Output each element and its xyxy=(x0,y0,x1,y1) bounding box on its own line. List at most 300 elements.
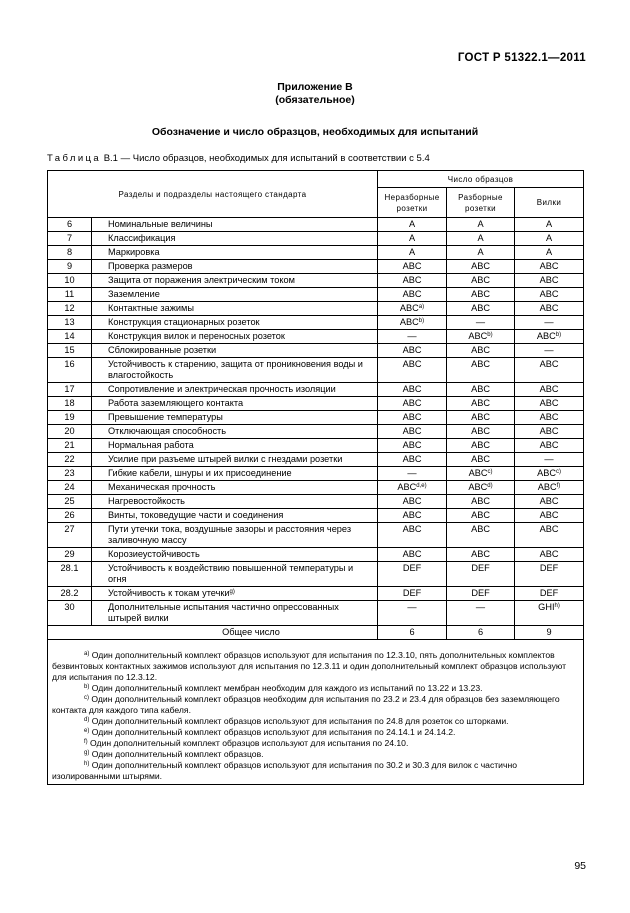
table-row xyxy=(48,218,584,232)
section-name: Усилие при разъеме штырей вилки с гнездами розетки xyxy=(108,454,343,464)
plugs-value: A xyxy=(545,247,553,257)
row-section-number xyxy=(48,481,92,495)
section-name: Устойчивость к токам утечки xyxy=(108,588,230,598)
row-plugs-value xyxy=(515,260,584,274)
row-plugs-value xyxy=(515,246,584,260)
plugs-value: ABC xyxy=(539,496,559,506)
section-number: 8 xyxy=(66,247,73,257)
rewirable-value: ABC xyxy=(471,524,490,534)
section-name: Сопротивление и электрическая прочность изоляции xyxy=(108,384,336,394)
nonrewirable-value: ABC xyxy=(399,303,419,313)
nonrewirable-value: A xyxy=(408,233,416,243)
section-number: 10 xyxy=(64,275,75,285)
row-section-number xyxy=(48,562,92,587)
row-rewirable-value xyxy=(447,218,515,232)
annex-title: Приложение В xyxy=(277,81,353,93)
row-plugs-value xyxy=(515,288,584,302)
footnote xyxy=(52,760,579,782)
row-rewirable-value xyxy=(447,246,515,260)
row-section-name xyxy=(92,246,378,260)
rewirable-value: A xyxy=(477,233,484,243)
row-section-number xyxy=(48,587,92,601)
row-nonrewirable-value xyxy=(378,397,447,411)
row-section-name xyxy=(92,330,378,344)
plugs-value: DEF xyxy=(539,563,559,573)
section-number: 17 xyxy=(64,384,75,394)
plugs-value: ABC xyxy=(539,261,559,271)
section-number: 20 xyxy=(64,426,75,436)
samples-table xyxy=(47,170,584,785)
table-row xyxy=(48,260,584,274)
plugs-value: A xyxy=(545,219,553,229)
table-row xyxy=(48,453,584,467)
footnote xyxy=(52,716,579,727)
row-nonrewirable-value xyxy=(378,467,447,481)
row-section-number xyxy=(48,467,92,481)
row-nonrewirable-value xyxy=(378,523,447,548)
total-count: 6 xyxy=(477,627,484,637)
row-nonrewirable-value xyxy=(378,601,447,626)
footnote-text: Один дополнительный комплект образцов необходим для испытания по 23.2 и 23.4 для образцов без заземляющего контакта для каждого типа кабеля. xyxy=(52,694,560,715)
footnote xyxy=(52,727,579,738)
rewirable-value: — xyxy=(475,317,486,327)
section-name: Сблокированные розетки xyxy=(108,345,217,355)
row-nonrewirable-value xyxy=(378,453,447,467)
plugs-value: ABC xyxy=(539,303,559,313)
row-plugs-value xyxy=(515,453,584,467)
total-count: 9 xyxy=(546,627,552,637)
row-section-number xyxy=(48,246,92,260)
row-rewirable-value xyxy=(447,562,515,587)
table-row xyxy=(48,411,584,425)
section-number: 21 xyxy=(64,440,75,450)
table-row xyxy=(48,302,584,316)
section-name: Превышение температуры xyxy=(108,412,223,422)
footnote-ref: b) xyxy=(487,332,493,338)
row-plugs-value xyxy=(515,344,584,358)
row-section-name xyxy=(92,302,378,316)
footnote-ref: a) xyxy=(418,304,425,310)
row-section-name xyxy=(92,411,378,425)
table-row xyxy=(48,316,584,330)
footnote-ref: d) xyxy=(84,717,90,723)
footnote-ref: f) xyxy=(556,483,561,489)
row-section-name xyxy=(92,358,378,383)
table-header-row xyxy=(48,171,584,188)
plugs-value: ABC xyxy=(539,440,559,450)
total-value xyxy=(447,626,515,640)
nonrewirable-value: ABC xyxy=(397,482,417,492)
footnote-ref: b) xyxy=(84,684,90,690)
table-row xyxy=(48,523,584,548)
row-rewirable-value xyxy=(447,383,515,397)
row-nonrewirable-value xyxy=(378,587,447,601)
row-section-number xyxy=(48,232,92,246)
row-section-number xyxy=(48,316,92,330)
rewirable-value: ABC xyxy=(471,275,490,285)
section-number: 25 xyxy=(64,496,75,506)
row-plugs-value xyxy=(515,302,584,316)
table-row xyxy=(48,467,584,481)
row-plugs-value xyxy=(515,548,584,562)
section-number: 6 xyxy=(66,219,73,229)
section-number: 23 xyxy=(64,468,75,478)
row-rewirable-value xyxy=(447,260,515,274)
footnote-ref: h) xyxy=(84,761,90,767)
footnote-ref: f) xyxy=(84,739,88,745)
footnote-ref: c) xyxy=(555,469,561,475)
section-number: 28.1 xyxy=(60,563,79,573)
row-section-name xyxy=(92,548,378,562)
row-nonrewirable-value xyxy=(378,495,447,509)
table-row xyxy=(48,274,584,288)
row-plugs-value xyxy=(515,562,584,587)
section-name: Конструкция вилок и переносных розеток xyxy=(108,331,285,341)
footnote-text: Один дополнительный комплект образцов используют для испытания по 24.8 для розеток со шторками. xyxy=(89,716,509,726)
section-name: Дополнительные испытания частично опрессованных штырей вилки xyxy=(108,602,339,623)
footnote xyxy=(52,749,579,760)
row-rewirable-value xyxy=(447,358,515,383)
row-nonrewirable-value xyxy=(378,425,447,439)
row-rewirable-value xyxy=(447,397,515,411)
nonrewirable-value: ABC xyxy=(402,549,422,559)
row-section-number xyxy=(48,411,92,425)
plugs-value: ABC xyxy=(539,524,559,534)
row-nonrewirable-value xyxy=(378,218,447,232)
rewirable-value: ABC xyxy=(468,482,488,492)
header-samples: Число образцов xyxy=(378,171,584,188)
footnote-ref: d) xyxy=(487,483,493,489)
row-nonrewirable-value xyxy=(378,232,447,246)
plugs-value: ABC xyxy=(539,549,559,559)
total-label-text: Общее число xyxy=(222,627,280,637)
nonrewirable-value: — xyxy=(407,331,417,341)
rewirable-value: ABC xyxy=(471,549,490,559)
row-section-name xyxy=(92,453,378,467)
row-rewirable-value xyxy=(447,523,515,548)
table-row xyxy=(48,232,584,246)
footnote-ref: e) xyxy=(84,728,90,734)
row-plugs-value xyxy=(515,397,584,411)
plugs-value: ABC xyxy=(537,468,556,478)
nonrewirable-value: DEF xyxy=(402,563,422,573)
nonrewirable-value: ABC xyxy=(402,345,422,355)
rewirable-value: — xyxy=(475,602,486,612)
footnote-ref: g) xyxy=(229,589,235,595)
row-rewirable-value xyxy=(447,425,515,439)
section-number: 28.2 xyxy=(60,588,79,598)
section-name: Нормальная работа xyxy=(108,440,194,450)
plugs-value: ABC xyxy=(539,412,559,422)
row-section-number xyxy=(48,397,92,411)
plugs-value: — xyxy=(544,454,554,464)
row-plugs-value xyxy=(515,425,584,439)
row-plugs-value xyxy=(515,274,584,288)
table-notes xyxy=(48,640,584,785)
rewirable-value: DEF xyxy=(471,563,490,573)
section-number: 11 xyxy=(64,289,75,299)
rewirable-value: ABC xyxy=(468,331,488,341)
footnote-ref: h) xyxy=(554,603,560,609)
nonrewirable-value: A xyxy=(408,219,416,229)
row-nonrewirable-value xyxy=(378,260,447,274)
footnote-ref: g) xyxy=(84,750,90,756)
nonrewirable-value: ABC xyxy=(399,317,419,327)
table-row xyxy=(48,439,584,453)
row-section-number xyxy=(48,358,92,383)
footnote-ref: c) xyxy=(487,469,493,475)
total-value xyxy=(515,626,584,640)
section-name: Нагревостойкость xyxy=(108,496,185,506)
section-number: 16 xyxy=(64,359,75,369)
row-section-number xyxy=(48,218,92,232)
row-nonrewirable-value xyxy=(378,344,447,358)
nonrewirable-value: ABC xyxy=(402,454,422,464)
section-number: 12 xyxy=(64,303,75,313)
row-plugs-value xyxy=(515,232,584,246)
row-nonrewirable-value xyxy=(378,509,447,523)
row-nonrewirable-value xyxy=(378,330,447,344)
row-rewirable-value xyxy=(447,344,515,358)
plugs-value: ABC xyxy=(537,482,557,492)
row-section-name xyxy=(92,260,378,274)
row-plugs-value xyxy=(515,439,584,453)
row-section-name xyxy=(92,425,378,439)
section-number: 26 xyxy=(64,510,75,520)
plugs-value: ABC xyxy=(539,426,559,436)
nonrewirable-value: ABC xyxy=(402,496,422,506)
table-caption-label: Таблица xyxy=(47,153,102,164)
table-row xyxy=(48,358,584,383)
footnote-text: Один дополнительный комплект образцов используют для испытания по 30.2 и 30.3 для вилок с частично изолированными штырями. xyxy=(52,760,517,781)
row-rewirable-value xyxy=(447,601,515,626)
row-nonrewirable-value xyxy=(378,548,447,562)
row-section-number xyxy=(48,330,92,344)
row-section-name xyxy=(92,523,378,548)
row-section-name xyxy=(92,397,378,411)
row-rewirable-value xyxy=(447,587,515,601)
nonrewirable-value: ABC xyxy=(402,524,422,534)
nonrewirable-value: A xyxy=(408,247,416,257)
row-section-name xyxy=(92,344,378,358)
row-section-number xyxy=(48,425,92,439)
footnote-ref: a) xyxy=(84,651,90,657)
row-rewirable-value xyxy=(447,302,515,316)
section-name: Устойчивость к воздействию повышенной температуры и огня xyxy=(108,563,354,584)
samples-table-body xyxy=(48,171,584,785)
rewirable-value: ABC xyxy=(471,496,490,506)
section-name: Отключающая способность xyxy=(108,426,227,436)
nonrewirable-value: — xyxy=(407,602,417,612)
footnote xyxy=(52,694,579,716)
footnote-text: Один дополнительный комплект образцов используют для испытания по 12.3.10, пять дополнительных комплектов безвинтовых контактных зажимов используют для испытания по 12.3.11 и один дополнительный комплект образцов используют для испытания по 12.3.12. xyxy=(52,650,567,682)
row-plugs-value xyxy=(515,467,584,481)
row-nonrewirable-value xyxy=(378,358,447,383)
plugs-value: A xyxy=(545,233,553,243)
row-plugs-value xyxy=(515,358,584,383)
rewirable-value: ABC xyxy=(471,412,490,422)
row-section-number xyxy=(48,274,92,288)
table-row xyxy=(48,601,584,626)
rewirable-value: ABC xyxy=(471,440,490,450)
row-nonrewirable-value xyxy=(378,481,447,495)
table-row xyxy=(48,509,584,523)
section-number: 18 xyxy=(64,398,75,408)
row-plugs-value xyxy=(515,411,584,425)
plugs-value: ABC xyxy=(539,359,559,369)
section-name: Механическая прочность xyxy=(108,482,216,492)
row-section-number xyxy=(48,260,92,274)
header-rewirable: Разборные розетки xyxy=(447,188,515,218)
nonrewirable-value: ABC xyxy=(402,289,422,299)
notes-row xyxy=(48,640,584,785)
footnote-text: Один дополнительный комплект образцов используют для испытания по 24.10. xyxy=(87,738,409,748)
table-row xyxy=(48,383,584,397)
rewirable-value: A xyxy=(477,247,484,257)
row-rewirable-value xyxy=(447,439,515,453)
footnote xyxy=(52,650,579,683)
row-section-number xyxy=(48,601,92,626)
section-number: 30 xyxy=(64,602,75,612)
row-plugs-value xyxy=(515,330,584,344)
plugs-value: ABC xyxy=(539,398,559,408)
table-row xyxy=(48,495,584,509)
plugs-value: DEF xyxy=(539,588,559,598)
footnote xyxy=(52,738,579,749)
table-row xyxy=(48,246,584,260)
row-section-name xyxy=(92,587,378,601)
footnote-text: Один дополнительный комплект образцов используют для испытания по 24.14.1 и 24.14.2. xyxy=(89,727,456,737)
row-rewirable-value xyxy=(447,232,515,246)
rewirable-value: ABC xyxy=(471,261,490,271)
rewirable-value: ABC xyxy=(471,345,490,355)
row-rewirable-value xyxy=(447,509,515,523)
section-name: Маркировка xyxy=(108,247,160,257)
plugs-value: ABC xyxy=(536,331,556,341)
section-name: Проверка размеров xyxy=(108,261,193,271)
row-rewirable-value xyxy=(447,467,515,481)
row-section-number xyxy=(48,383,92,397)
row-rewirable-value xyxy=(447,548,515,562)
row-section-number xyxy=(48,509,92,523)
section-number: 22 xyxy=(64,454,75,464)
plugs-value: — xyxy=(544,345,554,355)
row-section-name xyxy=(92,467,378,481)
rewirable-value: DEF xyxy=(471,588,490,598)
row-section-number xyxy=(48,453,92,467)
row-rewirable-value xyxy=(447,495,515,509)
page-number: 95 xyxy=(574,860,586,872)
row-rewirable-value xyxy=(447,481,515,495)
plugs-value: ABC xyxy=(539,275,559,285)
section-name: Классификация xyxy=(108,233,176,243)
row-section-name xyxy=(92,383,378,397)
nonrewirable-value: ABC xyxy=(402,384,422,394)
section-name: Винты, токоведущие части и соединения xyxy=(108,510,284,520)
rewirable-value: ABC xyxy=(471,454,490,464)
row-rewirable-value xyxy=(447,288,515,302)
table-row xyxy=(48,425,584,439)
table-caption xyxy=(47,153,430,164)
section-number: 9 xyxy=(66,261,73,271)
total-row xyxy=(48,626,584,640)
row-section-name xyxy=(92,274,378,288)
standard-designation: ГОСТ Р 51322.1—2011 xyxy=(457,52,586,64)
nonrewirable-value: ABC xyxy=(402,426,422,436)
row-nonrewirable-value xyxy=(378,383,447,397)
row-plugs-value xyxy=(515,523,584,548)
row-section-name xyxy=(92,509,378,523)
header-sections: Разделы и подразделы настоящего стандарта xyxy=(48,171,378,218)
plugs-value: ABC xyxy=(539,510,559,520)
table-row xyxy=(48,397,584,411)
section-name: Номинальные величины xyxy=(108,219,213,229)
rewirable-value: ABC xyxy=(471,359,490,369)
section-name: Заземление xyxy=(108,289,160,299)
row-plugs-value xyxy=(515,383,584,397)
annex-status: (обязательное) xyxy=(275,94,355,106)
section-name: Работа заземляющего контакта xyxy=(108,398,244,408)
footnote-ref: b) xyxy=(555,332,562,338)
row-plugs-value xyxy=(515,587,584,601)
footnote-ref: c) xyxy=(84,695,89,701)
row-section-number xyxy=(48,288,92,302)
row-section-name xyxy=(92,218,378,232)
row-section-name xyxy=(92,288,378,302)
section-title: Обозначение и число образцов, необходимых для испытаний xyxy=(151,126,479,138)
plugs-value: GHI xyxy=(538,602,555,612)
rewirable-value: ABC xyxy=(471,384,490,394)
section-number: 13 xyxy=(64,317,75,327)
table-row xyxy=(48,587,584,601)
section-number: 27 xyxy=(64,524,75,534)
section-name: Конструкция стационарных розеток xyxy=(108,317,260,327)
table-row xyxy=(48,562,584,587)
row-nonrewirable-value xyxy=(378,302,447,316)
section-name: Гибкие кабели, шнуры и их присоединение xyxy=(108,468,292,478)
plugs-value: — xyxy=(544,317,554,327)
nonrewirable-value: ABC xyxy=(402,359,422,369)
section-name: Защита от поражения электрическим током xyxy=(108,275,295,285)
row-nonrewirable-value xyxy=(378,274,447,288)
row-rewirable-value xyxy=(447,330,515,344)
nonrewirable-value: ABC xyxy=(402,412,422,422)
section-name: Пути утечки тока, воздушные зазоры и расстояния через заливочную массу xyxy=(108,524,352,545)
row-section-name xyxy=(92,495,378,509)
row-nonrewirable-value xyxy=(378,411,447,425)
row-section-name xyxy=(92,562,378,587)
rewirable-value: A xyxy=(477,219,484,229)
row-section-name xyxy=(92,232,378,246)
row-nonrewirable-value xyxy=(378,562,447,587)
row-nonrewirable-value xyxy=(378,439,447,453)
section-name: Устойчивость к старению, защита от проникновения воды и влагостойкость xyxy=(108,359,363,380)
nonrewirable-value: ABC xyxy=(402,398,422,408)
row-section-number xyxy=(48,523,92,548)
row-section-name xyxy=(92,601,378,626)
footnote xyxy=(52,683,579,694)
rewirable-value: ABC xyxy=(471,510,490,520)
rewirable-value: ABC xyxy=(468,468,488,478)
row-rewirable-value xyxy=(447,411,515,425)
row-section-number xyxy=(48,548,92,562)
row-plugs-value xyxy=(515,509,584,523)
row-rewirable-value xyxy=(447,316,515,330)
row-rewirable-value xyxy=(447,453,515,467)
nonrewirable-value: ABC xyxy=(402,275,422,285)
footnote-text: Один дополнительный комплект образцов. xyxy=(89,749,264,759)
rewirable-value: ABC xyxy=(471,426,490,436)
